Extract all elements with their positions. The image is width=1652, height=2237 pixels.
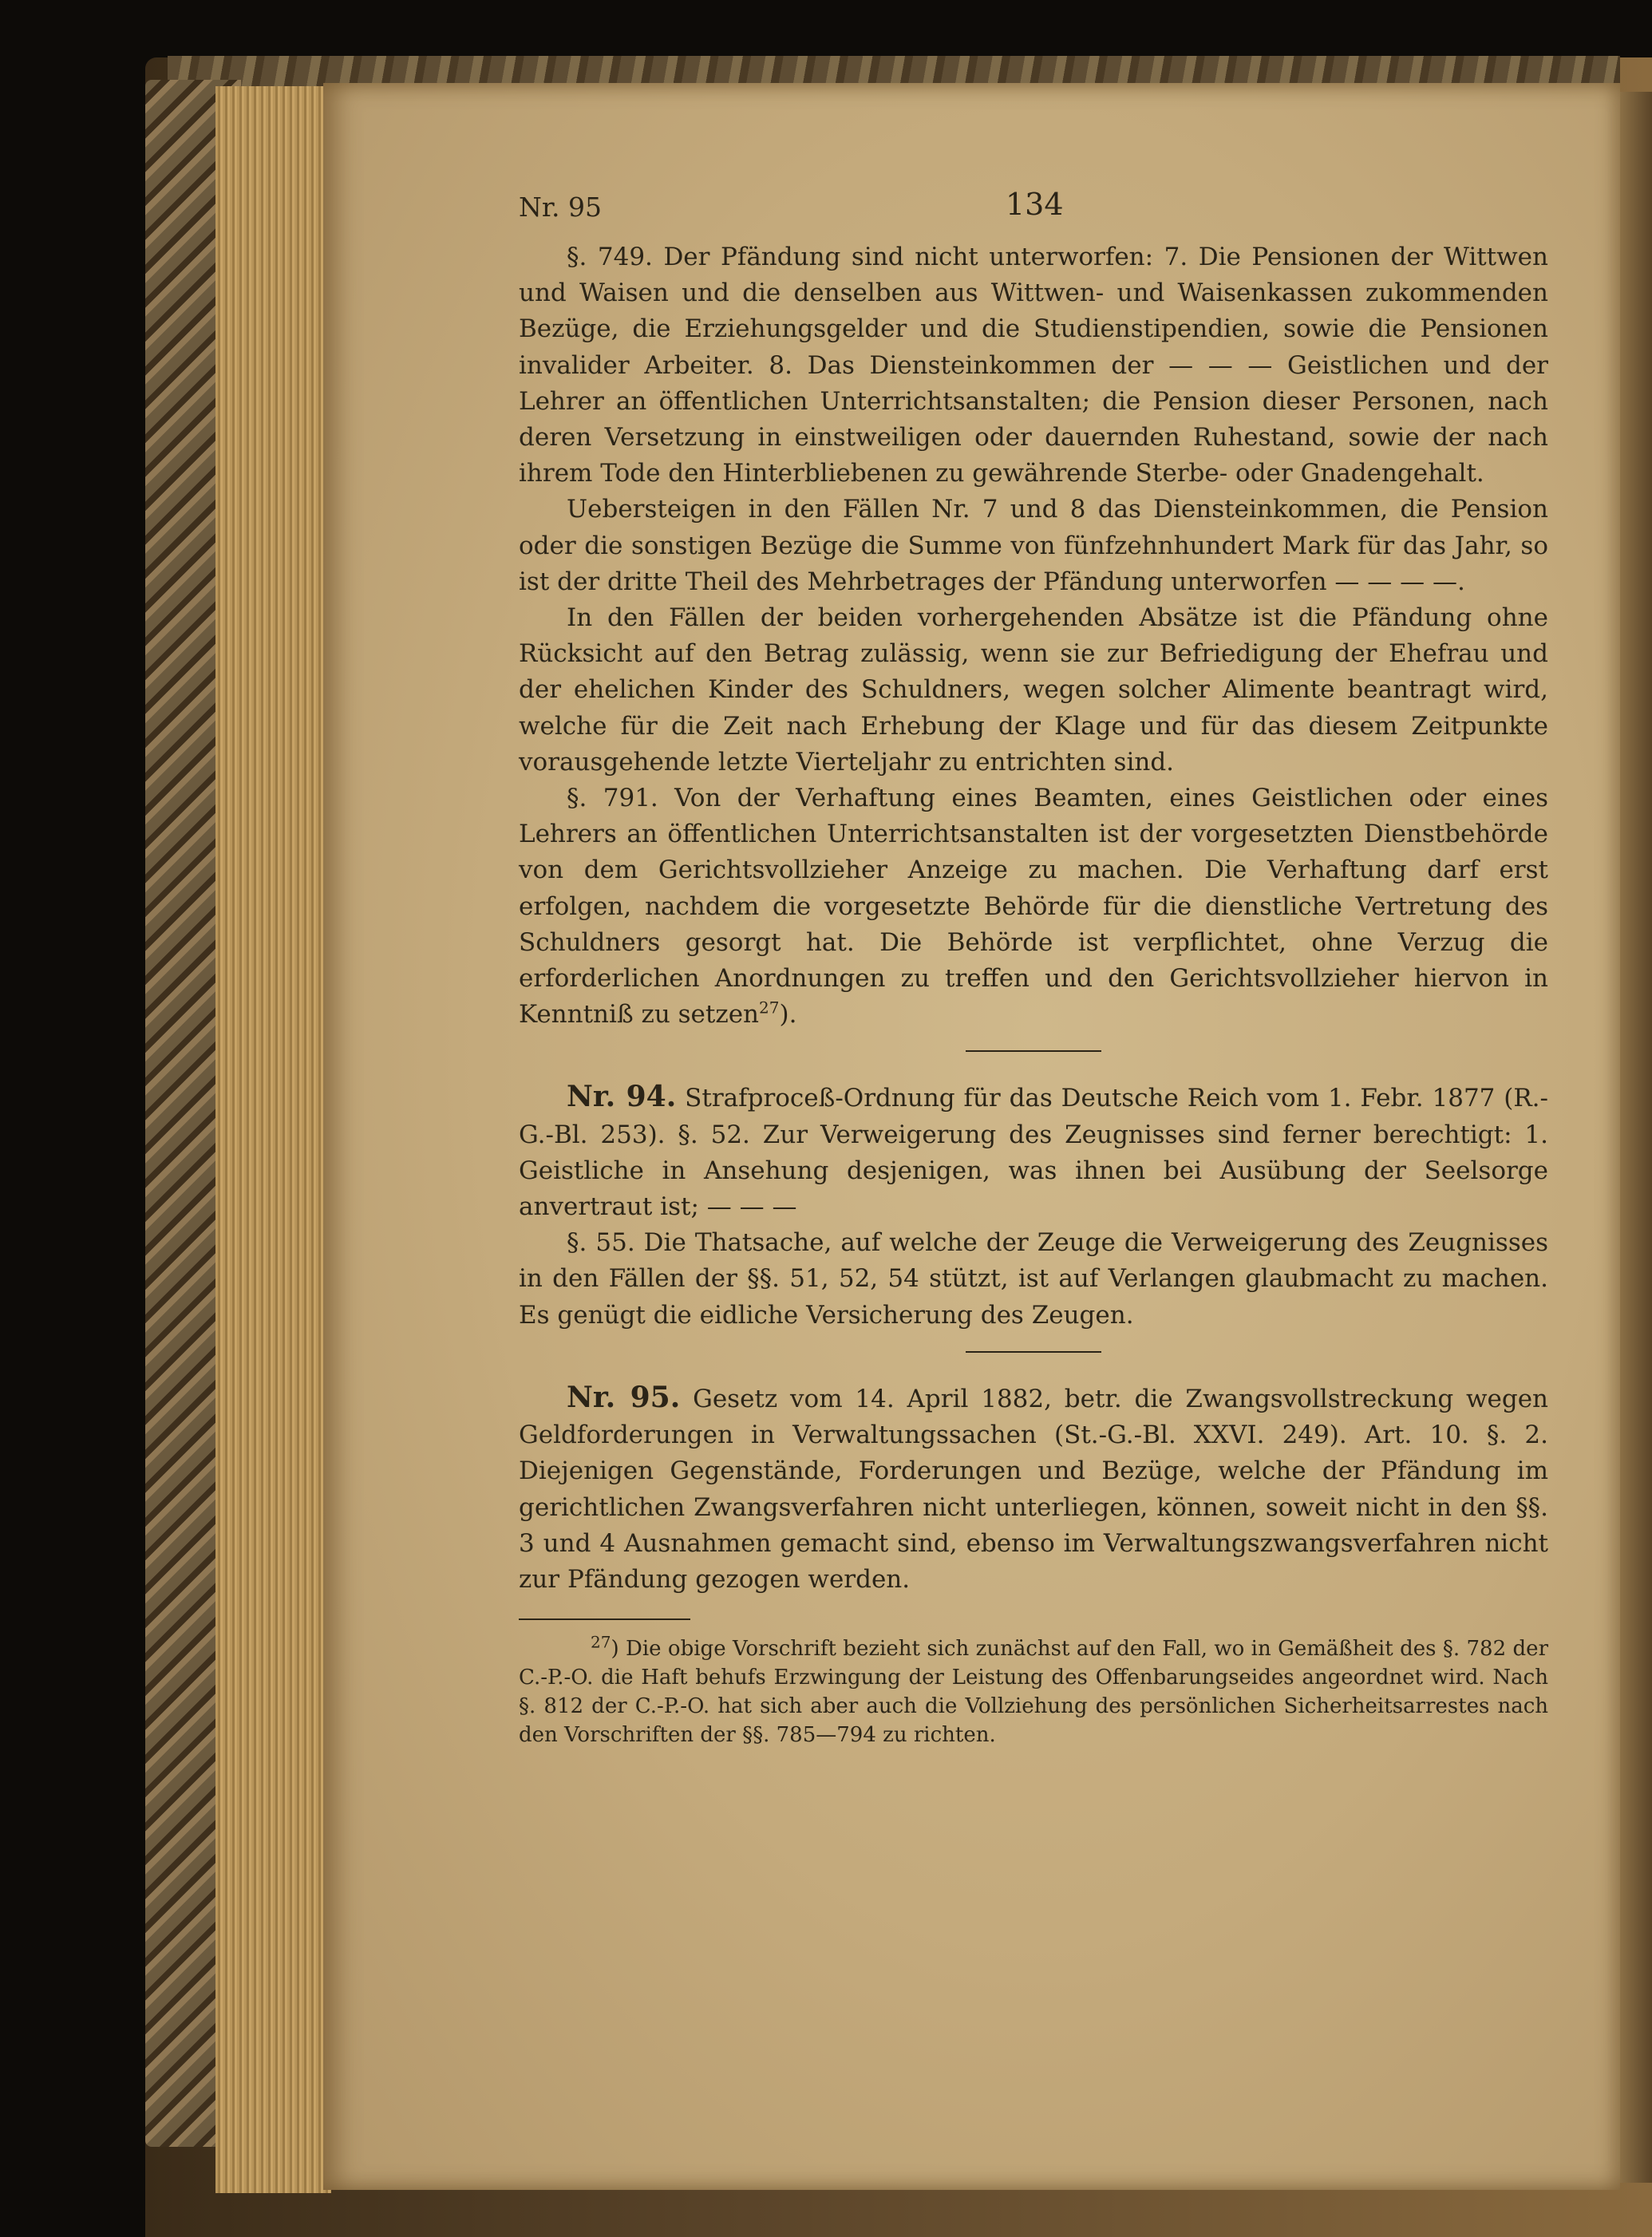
paragraph-in-den-faellen: In den Fällen der beiden vorhergehenden Absätze ist die Pfändung ohne Rücksicht auf den Betrag zulässig, wenn sie zur Befriedigung der Ehefrau und der ehelichen Kinder des Schuldners, wegen solcher Alimente beantragt wird, welche für die Zeit nach Erhebung der Klage und für das diesem Zeitpunkte vorausgehende letzte Vierteljahr zu entrichten sind. — [519, 603, 1548, 777]
section-nr95-label: Nr. 95. — [567, 1380, 681, 1414]
section-nr94 — [519, 1079, 1548, 1225]
header-section-label: Nr. 95 — [519, 192, 602, 223]
page-stack-edge — [215, 86, 331, 2193]
section-nr94-label: Nr. 94. — [567, 1080, 677, 1114]
footnote-marker: 27 — [591, 1632, 611, 1652]
section-divider — [966, 1351, 1101, 1353]
paragraph-55: §. 55. Die Thatsache, auf welche der Zeuge die Verweigerung des Zeugnisses in den Fällen der §§. 51, 52, 54 stützt, ist auf Verlangen glaubmacht zu machen. Es genügt die eidliche Versicherung des Zeugen. — [519, 1228, 1548, 1330]
running-header — [519, 187, 1548, 239]
page-text — [519, 187, 1549, 1749]
paragraph-791 — [519, 781, 1548, 1033]
footnote-reference: 27 — [759, 998, 780, 1018]
facing-page-edge — [1620, 92, 1652, 2183]
section-nr95 — [519, 1380, 1548, 1598]
footnote-rule — [519, 1618, 690, 1620]
page-number: 134 — [1006, 187, 1064, 222]
section-nr94-text: Strafproceß-Ordnung für das Deutsche Reich vom 1. Febr. 1877 (R.-G.-Bl. 253). §. 52. Zur Verweigerung des Zeugnisses sind ferner berechtigt: 1. Geistliche in Ansehung desjenigen, was ihnen bei Ausübung der Seelsorge anvertraut ist; — — — — [519, 1084, 1549, 1222]
paragraph-791-text: §. 791. Von der Verhaftung eines Beamten, eines Geistlichen oder eines Lehrers an öffentlichen Unterrichtsanstalten ist der vorgesetzten Dienstbehörde von dem Gerichtsvollzieher Anzeige zu machen. Die Verhaftung darf erst erfolgen, nachdem die vorgesetzte Behörde für die dienstliche Vertretung des Schuldners gesorgt hat. Die Behörde ist verpflichtet, ohne Verzug die erforderlichen Anordnungen zu treffen und den Gerichtsvollzieher hiervon in Kenntniß zu setzen — [519, 784, 1548, 1030]
section-divider — [966, 1050, 1101, 1052]
section-nr95-text: Gesetz vom 14. April 1882, betr. die Zwangsvollstreckung wegen Geldforderungen in Verwaltungssachen (St.-G.-Bl. XXVI. 249). Art. 10. §. 2. Diejenigen Gegenstände, Forderungen und Bezüge, welche der Pfändung im gerichtlichen Zwangsverfahren nicht unterliegen, können, soweit nicht in den §§. 3 und 4 Ausnahmen gemacht sind, ebenso im Verwaltungszwangsverfahren nicht zur Pfändung gezogen werden. — [519, 1384, 1549, 1594]
paragraph-749: §. 749. Der Pfändung sind nicht unterworfen: 7. Die Pensionen der Wittwen und Waisen und die denselben aus Wittwen- und Waisenkassen zukommenden Bezüge, die Erziehungsgelder und die Studienstipendien, sowie die Pensionen invalider Arbeiter. 8. Das Diensteinkommen der — — — Geistlichen und der Lehrer an öffentlichen Unterrichtsanstalten; die Pension dieser Personen, nach deren Versetzung in einstweiligen oder dauernden Ruhestand, sowie der nach ihrem Tode den Hinterbliebenen zu gewährende Sterbe- oder Gnadengehalt. — [519, 243, 1548, 488]
paragraph-uebersteigen: Uebersteigen in den Fällen Nr. 7 und 8 das Diensteinkommen, die Pension oder die sonstigen Bezüge die Summe von fünfzehnhundert Mark für das Jahr, so ist der dritte Theil des Mehrbetrages der Pfändung unterworfen — — — —. — [519, 495, 1548, 596]
footnote-27 — [519, 1634, 1548, 1749]
footnote-text: ) Die obige Vorschrift bezieht sich zunächst auf den Fall, wo in Gemäßheit des §. 782 der C.-P.-O. die Haft behufs Erzwingung der Leistung des Offenbarungseides angeordnet wird. Nach §. 812 der C.-P.-O. hat sich aber auch die Vollziehung des persönlichen Sicherheitsarrestes nach den Vorschriften der §§. 785—794 zu richten. — [519, 1637, 1548, 1748]
paragraph-791-tail: ). — [779, 1000, 797, 1030]
